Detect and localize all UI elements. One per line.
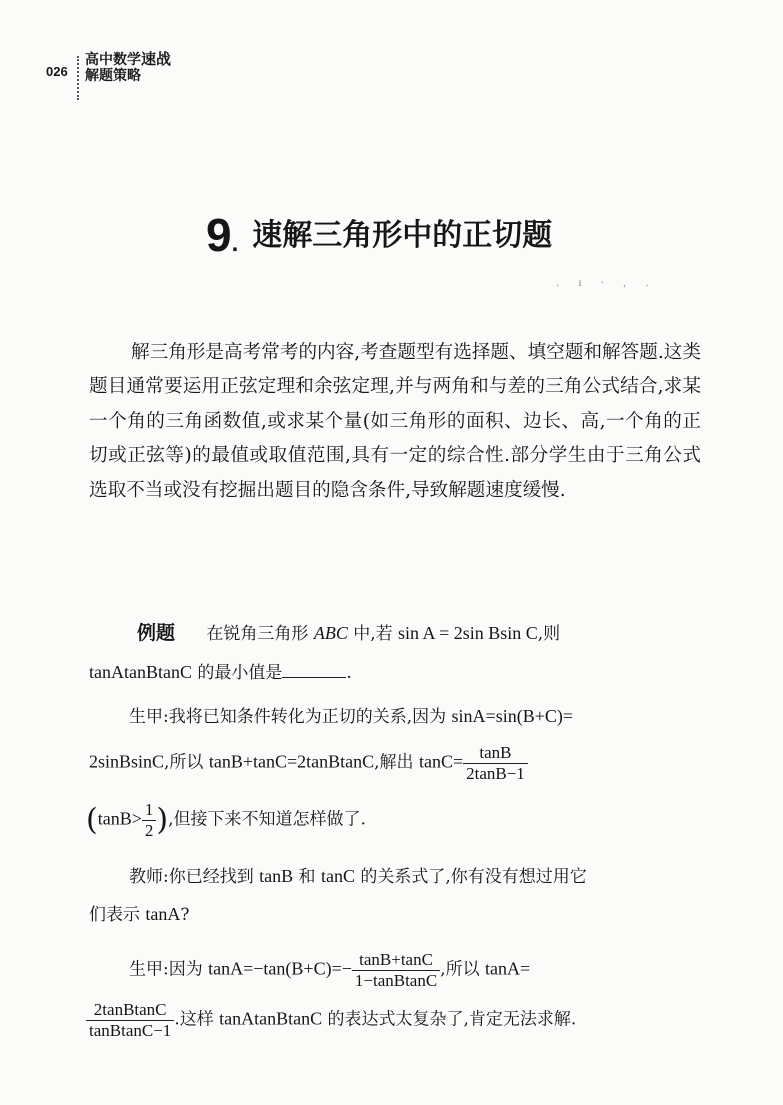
fraction-denominator: 2 <box>142 820 157 841</box>
teacher-expr-b: tanA <box>145 904 181 924</box>
fraction-numerator: tanB <box>479 743 512 762</box>
student1-expr-b2: tanB+tanC=2tanBtanC <box>208 751 375 772</box>
teacher-text-a: 教师:你已经找到 <box>129 867 254 887</box>
teacher-text-b: 们表示 <box>89 905 140 925</box>
right-paren: ) <box>156 802 169 838</box>
fraction-denominator: 1−tanBtanC <box>352 970 440 991</box>
example-triangle: ABC <box>313 623 348 643</box>
student1-line-2 <box>89 743 528 783</box>
example-equation: sin A = 2sin Bsin C <box>398 623 538 643</box>
teacher-line-2 <box>89 900 190 925</box>
teacher-expr-a2: tanC <box>320 866 355 886</box>
example-text-3: ,则 <box>537 624 561 644</box>
student1-text-c: ,但接下来不知道怎样做了. <box>168 809 366 830</box>
student1-condition: tanB> <box>97 808 142 829</box>
student2-line-2 <box>86 1000 576 1040</box>
teacher-and: 和 <box>298 867 316 887</box>
student2-line-1 <box>129 950 530 990</box>
print-specks: . ı · , . <box>556 278 657 289</box>
student1-expr-b3: tanC= <box>418 751 464 772</box>
intro-paragraph: 解三角形是高考常考的内容,考查题型有选择题、填空题和解答题.这类题目通常要运用正弦定理和余弦定理,并与两角和与差的三角公式结合,求某一个角的三角函数值,或求某个量(如三角形的面积、边长、高,一个角的正切或正弦等)的最值或取值范围,具有一定的综合性.部分学生由于三角公式选取不当或没有挖掘出题目的隐含条件,导致解题速度缓慢. <box>89 342 701 501</box>
student1-text-a: 生甲:我将已知条件转化为正切的关系,因为 <box>129 707 447 727</box>
answer-blank <box>282 663 346 678</box>
fraction-tanA <box>86 1000 174 1040</box>
section-number: 9 <box>206 209 231 261</box>
series-title-line1: 高中数学 <box>85 51 141 67</box>
teacher-line-1 <box>129 862 587 887</box>
header-divider <box>77 56 79 100</box>
example-label: 例题 <box>137 622 176 644</box>
example-question: 的最小值是 <box>197 663 283 683</box>
series-title-line2: 解题策略 <box>85 66 141 83</box>
student1-expr-b1: 2sinBsinC <box>89 751 165 772</box>
student2-expr-a: tanA=−tan(B+C)=− <box>208 958 352 979</box>
teacher-question-mark: ? <box>180 905 190 925</box>
left-paren: ( <box>86 802 98 838</box>
example-text-2: 中,若 <box>353 624 393 644</box>
student2-expr-a2: tanA= <box>485 958 531 979</box>
example-expression: tanAtanBtanC <box>89 662 192 682</box>
section-title-text: 速解三角形中的正切题 <box>252 218 553 253</box>
student2-text-a2: ,所以 <box>440 959 480 980</box>
student1-expr-a: sinA=sin(B+C)= <box>451 706 574 726</box>
student1-line-1 <box>129 702 573 727</box>
fraction-tan-sum <box>352 950 440 990</box>
student2-text-b2: 的表达式太复杂了,肯定无法求解. <box>327 1009 577 1030</box>
fraction-denominator: 2tanB−1 <box>463 763 528 784</box>
fraction-numerator: tanB+tanC <box>359 950 433 969</box>
section-number-dot: . <box>231 230 239 257</box>
fraction-numerator: 1 <box>144 800 154 819</box>
student1-text-b1: ,所以 <box>164 752 204 773</box>
series-title <box>85 52 171 82</box>
student2-expr-b: tanAtanBtanC <box>219 1008 323 1029</box>
fraction-denominator: tanBtanC−1 <box>86 1020 174 1041</box>
teacher-text-a2: 的关系式了,你有没有想过用它 <box>360 867 587 887</box>
fraction-one-half <box>142 800 157 840</box>
student1-text-b2: ,解出 <box>374 752 414 773</box>
section-title <box>206 208 552 262</box>
fraction-numerator: 2tanBtanC <box>93 1000 167 1019</box>
student1-line-3 <box>86 800 366 840</box>
example-text-1: 在锐角三角形 <box>206 624 309 644</box>
page-number: 026 <box>46 64 68 79</box>
student2-text-b1: .这样 <box>174 1009 214 1030</box>
series-title-line1-brush: 速战 <box>141 51 172 68</box>
example-line-2 <box>89 658 352 683</box>
student2-text-a: 生甲:因为 <box>129 959 203 980</box>
teacher-expr-a1: tanB <box>259 866 294 886</box>
fraction-tanC <box>463 743 528 783</box>
example-line-1 <box>137 618 560 645</box>
example-end: . <box>346 663 352 683</box>
